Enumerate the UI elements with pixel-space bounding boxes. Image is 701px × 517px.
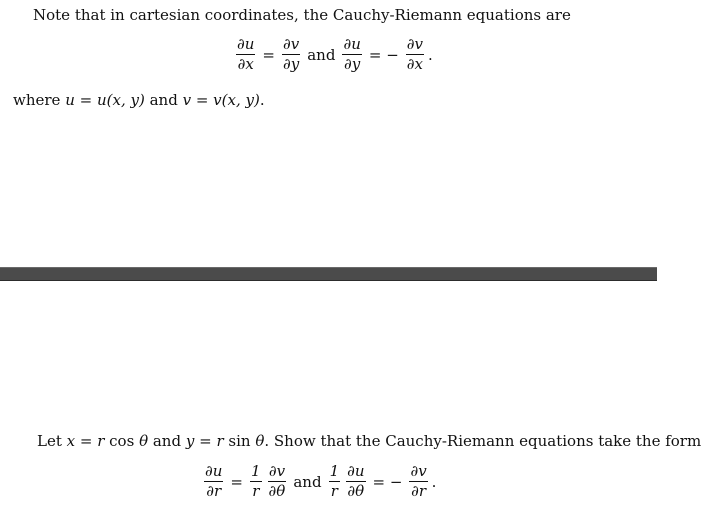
math-v-of-xy: v(x, y) xyxy=(213,91,260,109)
cartesian-cauchy-riemann-equations xyxy=(233,36,433,73)
and-word: and xyxy=(144,91,183,109)
fraction-one-over-r xyxy=(329,463,341,500)
fraction-dv-dtheta xyxy=(268,463,287,500)
equals-minus-sign: = − xyxy=(368,45,399,64)
numerator: ∂v xyxy=(406,35,424,53)
math-r: r xyxy=(216,432,224,450)
equals-minus-sign: = − xyxy=(372,472,403,491)
and-word: and xyxy=(148,432,186,450)
math-x: x xyxy=(66,432,76,450)
intro-sentence: Note that in cartesian coordinates, the Cauchy-Riemann equations are xyxy=(33,6,571,24)
polar-cauchy-riemann-equations xyxy=(201,463,436,500)
denominator: ∂y xyxy=(283,55,300,73)
sentence-period: . xyxy=(259,91,265,109)
numerator: 1 xyxy=(329,462,340,480)
and-word: and xyxy=(293,472,322,491)
fraction-du-dr xyxy=(204,463,223,500)
denominator: ∂y xyxy=(344,55,361,73)
denominator: ∂r xyxy=(411,482,427,500)
equation-period: . xyxy=(431,472,437,491)
denominator: ∂r xyxy=(206,482,222,500)
numerator: ∂u xyxy=(205,462,223,480)
denominator: ∂x xyxy=(406,55,423,73)
numerator: ∂v xyxy=(410,462,427,480)
denominator: ∂x xyxy=(237,55,254,73)
denominator: r xyxy=(252,482,260,500)
equals-sign: = xyxy=(74,91,97,109)
where-word: where xyxy=(13,91,66,109)
math-y: y xyxy=(185,432,195,450)
fraction-dv-dy xyxy=(282,36,300,73)
fraction-du-dx xyxy=(236,36,255,73)
numerator: ∂u xyxy=(347,462,365,480)
numerator: ∂u xyxy=(343,35,361,53)
equals-sign: = xyxy=(191,91,214,109)
numerator: ∂v xyxy=(268,462,286,480)
math-theta: θ xyxy=(139,432,149,450)
math-u-of-xy: u(x, y) xyxy=(96,91,145,109)
equation-period: . xyxy=(428,45,433,64)
equals-sign: = xyxy=(230,472,243,491)
math-u: u xyxy=(65,91,75,109)
let-word: Let xyxy=(37,432,67,450)
denominator: ∂θ xyxy=(347,482,365,500)
cos-function: cos xyxy=(104,432,140,450)
fraction-du-dtheta xyxy=(346,463,365,500)
fraction-one-over-r xyxy=(250,463,262,500)
and-word: and xyxy=(307,45,336,64)
fraction-dv-dr xyxy=(409,463,427,500)
math-v: v xyxy=(182,91,192,109)
fraction-du-dy xyxy=(342,36,361,73)
equals-sign: = xyxy=(262,45,275,64)
numerator: ∂v xyxy=(283,35,300,53)
section-divider xyxy=(0,267,657,281)
equals-sign: = xyxy=(194,432,217,450)
denominator: ∂θ xyxy=(268,482,286,500)
let-text xyxy=(37,432,701,450)
equals-sign: = xyxy=(75,432,98,450)
where-text xyxy=(13,91,265,109)
intro-text xyxy=(33,6,571,24)
numerator: 1 xyxy=(251,462,261,480)
numerator: ∂u xyxy=(237,35,255,53)
math-r: r xyxy=(97,432,105,450)
sin-function: sin xyxy=(223,432,256,450)
denominator: r xyxy=(330,482,338,500)
math-theta: θ xyxy=(255,432,265,450)
instruction-sentence: . Show that the Cauchy-Riemann equations take the form xyxy=(264,432,701,450)
fraction-dv-dx xyxy=(406,36,424,73)
